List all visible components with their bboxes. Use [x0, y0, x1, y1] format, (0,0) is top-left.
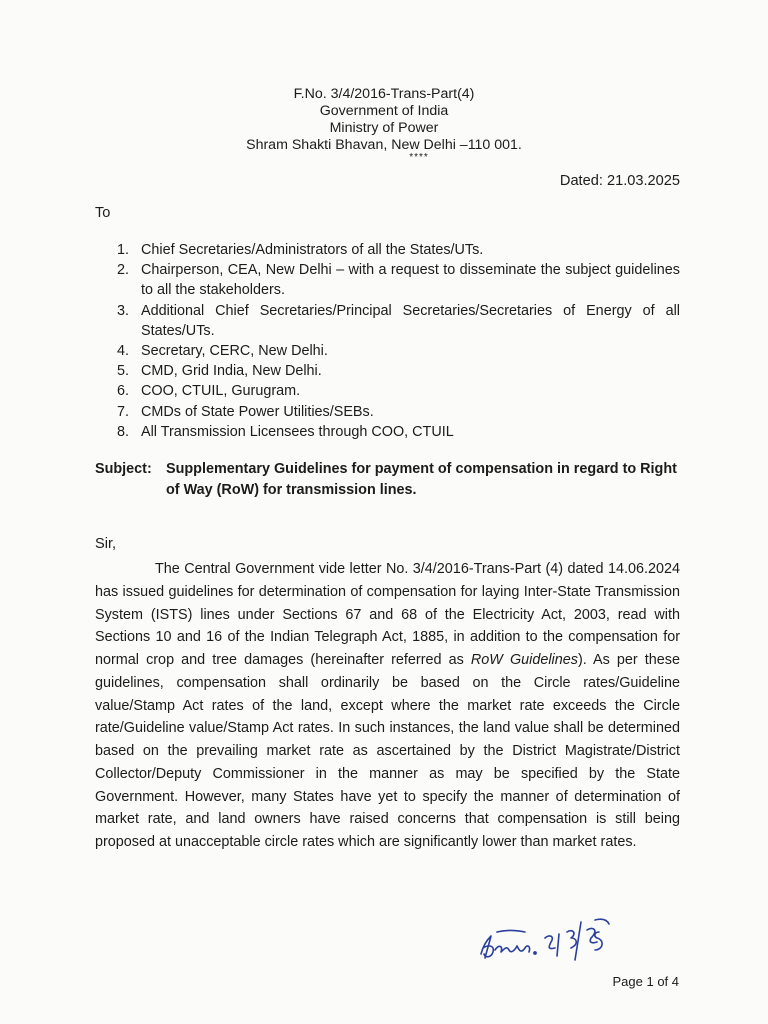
- file-number: F.No. 3/4/2016-Trans-Part(4): [293, 86, 475, 102]
- page-number: Page 1 of 4: [612, 974, 679, 989]
- letter-header: [0, 86, 768, 162]
- item-number: 5.: [117, 363, 130, 380]
- list-item: [117, 402, 680, 422]
- salutation: Sir,: [95, 536, 117, 552]
- ministry-name: Ministry of Power: [329, 120, 439, 136]
- item-text: All Transmission Licensees through COO, CTUIL: [141, 423, 454, 440]
- subject-text: Supplementary Guidelines for payment of compensation in regard to Right of Way (RoW) for transmission lines.: [166, 461, 677, 498]
- item-number: 7.: [117, 403, 130, 420]
- separator-stars: ****: [409, 152, 429, 163]
- list-item: [117, 341, 680, 361]
- list-item: [117, 260, 680, 300]
- paragraph-emphasis: RoW Guidelines: [470, 652, 578, 668]
- address: Shram Shakti Bhavan, New Delhi –110 001.: [246, 137, 522, 153]
- paragraph-text-part1: The Central Government vide letter No. 3/4/2016-Trans-Part (4) dated 14.06.2024 has issued guidelines for determination of compensation for laying Inter-State Transmission System (ISTS) lines under Sections 67 and 68 of the Electricity Act, 2003, read with Sections 10 and 16 of the Indian Telegraph Act, 1885, in addition to the compensation for normal crop and tree damages (hereinafter referred as: [95, 561, 680, 668]
- list-item: [117, 240, 680, 260]
- recipient-list: [117, 240, 680, 442]
- item-text: Chief Secretaries/Administrators of all the States/UTs.: [141, 242, 484, 258]
- item-text: CMDs of State Power Utilities/SEBs.: [141, 403, 374, 420]
- item-number: 8.: [117, 423, 130, 440]
- paragraph-text-part2: ). As per these guidelines, compensation shall ordinarily be based on the Circle rates/Guideline value/Stamp Act rates of the land, except where the market rate exceeds the Circle rate/Guideline value/Stamp Act rates. In such instances, the land value shall be determined based on the prevailing market rate as ascertained by the District Magistrate/District Collector/Deputy Commissioner in the manner as may be specified by the State Government. However, many States have yet to specify the manner of determination of market rate, and land owners have raised concerns that compensation is still being proposed at unacceptable circle rates which are significantly lower than market rates.: [95, 652, 680, 850]
- item-text: CMD, Grid India, New Delhi.: [141, 363, 322, 380]
- item-number: 6.: [117, 383, 130, 400]
- item-text: Secretary, CERC, New Delhi.: [141, 343, 328, 360]
- item-number: 1.: [117, 242, 130, 258]
- handwritten-signature: [475, 910, 615, 975]
- signature-drawing: [475, 910, 615, 970]
- to-label: To: [95, 205, 111, 221]
- list-item: [117, 361, 680, 381]
- item-number: 3.: [117, 302, 130, 319]
- date-line: Dated: 21.03.2025: [559, 173, 680, 189]
- subject-line: [95, 459, 685, 500]
- item-text: COO, CTUIL, Gurugram.: [141, 383, 301, 400]
- list-item: [117, 381, 680, 401]
- subject-label: Subject:: [95, 461, 152, 477]
- list-item: [117, 422, 680, 442]
- body-paragraph: [95, 558, 680, 854]
- item-text: Additional Chief Secretaries/Principal Secretaries/Secretaries of Energy of all States/UTs.: [141, 302, 680, 339]
- item-number: 2.: [117, 262, 130, 279]
- government-name: Government of India: [319, 103, 449, 119]
- item-text: Chairperson, CEA, New Delhi – with a request to disseminate the subject guidelines to all the stakeholders.: [141, 262, 680, 299]
- list-item: [117, 301, 680, 341]
- item-number: 4.: [117, 343, 130, 360]
